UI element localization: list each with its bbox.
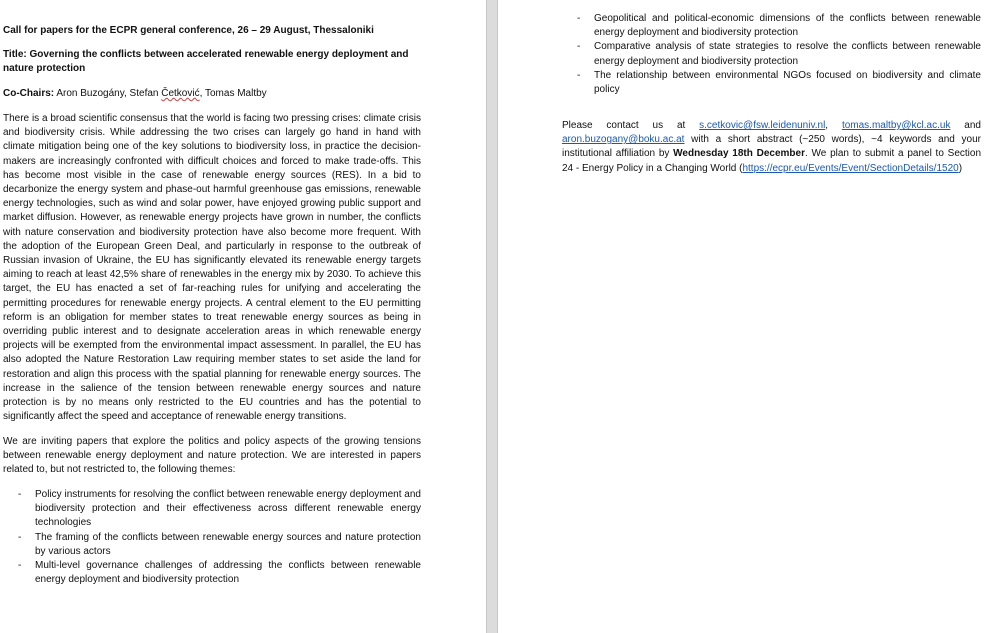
call-title: Call for papers for the ECPR general conference, 26 – 29 August, Thessaloniki xyxy=(3,25,374,36)
email-link-cetkovic[interactable]: s.cetkovic@fsw.leidenuniv.nl xyxy=(699,120,826,131)
theme-item: - Geopolitical and political-economic dimensions of the conflicts between renewable energy deployment and biodiversity protection xyxy=(562,12,981,40)
document-page-right xyxy=(498,0,1000,633)
cochairs-line xyxy=(3,87,423,101)
contact-text-end: ) xyxy=(958,162,963,174)
theme-item: - Multi-level governance challenges of addressing the conflicts between renewable energy deployment and biodiversity protection xyxy=(3,559,421,587)
email-link-buzogany[interactable]: aron.buzogany@boku.ac.at xyxy=(562,134,685,146)
contact-text: with a short abstract (~250 words), ~4 keywords and your institutional affiliation by xyxy=(562,134,981,160)
theme-item: - Comparative analysis of state strategies to resolve the conflicts between renewable energy deployment and biodiversity protection xyxy=(562,40,981,68)
deadline: Wednesday 18th December xyxy=(673,148,805,160)
title-text: Governing the conflicts between accelerated renewable energy deployment and nature protection xyxy=(3,49,409,75)
contact-intro: Please contact us at xyxy=(562,120,700,131)
cochairs-label: Co-Chairs: xyxy=(3,88,55,99)
theme-item: - The framing of the conflicts between renewable energy sources and nature protection by various actors xyxy=(3,531,421,559)
title-label: Title: xyxy=(3,49,27,60)
cochairs-text-end: , Tomas Maltby xyxy=(199,88,267,99)
theme-item: - Policy instruments for resolving the conflict between renewable energy deployment and biodiversity protection and their effectiveness across different renewable energy technologies xyxy=(3,488,421,531)
contact-text: . We plan to submit a panel to Section 24 - Energy Policy in a Changing World ( xyxy=(562,148,982,174)
theme-item: - The relationship between environmental NGOs focused on biodiversity and climate policy xyxy=(562,69,981,97)
paragraph-invitation: We are inviting papers that explore the politics and policy aspects of the growing tensions between renewable energy deployment and nature protection. We are interested in papers related to, but not restricted to, the following themes: xyxy=(3,436,421,476)
themes-list-right xyxy=(562,12,981,97)
spellcheck-flagged-name[interactable]: Četković xyxy=(161,88,200,99)
themes-list-left xyxy=(3,488,421,587)
contact-separator: , xyxy=(825,120,842,131)
title-line xyxy=(3,48,423,76)
cochairs-text: Aron Buzogány, Stefan xyxy=(56,88,162,99)
document-page-left xyxy=(0,0,486,633)
contact-paragraph xyxy=(562,119,981,176)
paragraph-intro: There is a broad scientific consensus that the world is facing two pressing crises: climate crisis and biodiversity crisis. While addressing the two crises can largely go hand in hand with climate mitigation being one of the key solutions to biodiversity loss, in practice the decision-makers are increasingly confronted with difficult choices and forced to make trade-offs. This has become most visible in the case of renewable energy sources (RES). In a bid to decarbonize the energy system and phase-out harmful greenhouse gas emissions, renewable energy technologies, such as wind and solar power, have enjoyed growing public support and market diffusion. However, as renewable energy projects have grown in number, the conflicts with nature conservation and biodiversity protection have also become more frequent. With the adoption of the European Green Deal, and particularly in response to the outbreak of Russian invasion of Ukraine, the EU has significantly elevated its renewable energy targets aiming to reach at least 42,5% share of renewables in the energy mix by 2030. To achieve this target, the EU has enacted a set of far-reaching rules for unifying and accelerating the permitting procedures for renewable energy projects. A central element to the EU permitting reform is an obligation for member states to treat renewable energy sources as being in overriding public interest and to designate acceleration areas in which renewable energy projects will be exempted from the environmental impact assessment. In parallel, the EU has also adopted the Nature Restoration Law requiring member states to set aside the land for restoration and align this process with the spatial planning for renewable energy sources. The increase in the salience of the tension between renewable energy sources and nature protection is by no means only restricted to the EU countries and has the potential to significantly affect the speed and acceptance of renewable energy transitions. xyxy=(3,113,421,423)
contact-separator: and xyxy=(950,120,981,131)
page-gap xyxy=(486,0,498,633)
email-link-maltby[interactable]: tomas.maltby@kcl.ac.uk xyxy=(841,120,951,131)
section-details-link[interactable]: https://ecpr.eu/Events/Event/SectionDetails/1520 xyxy=(742,162,959,174)
